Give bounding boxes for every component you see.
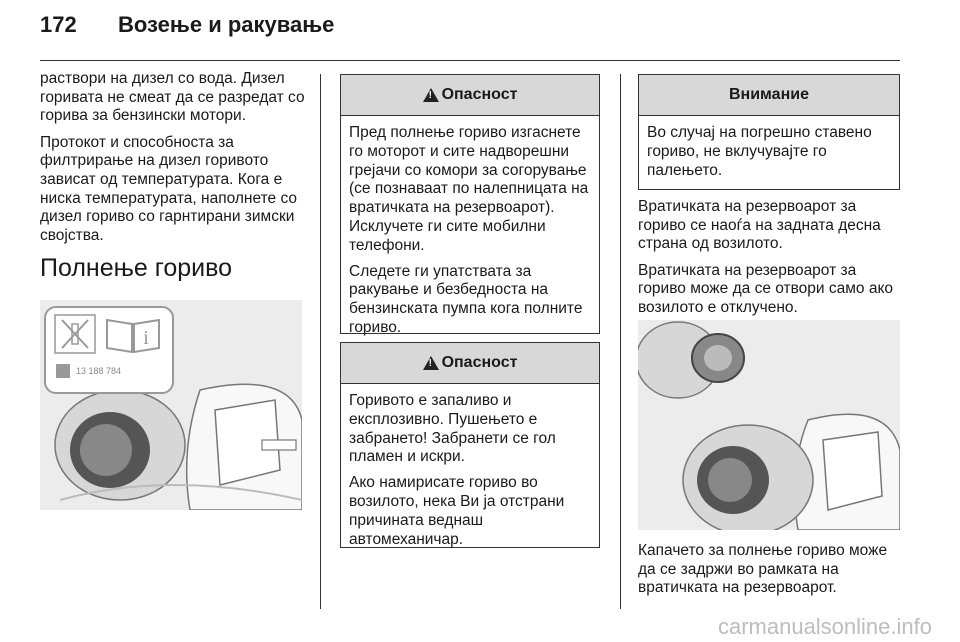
danger-box-1 (340, 74, 600, 334)
watermark: carmanualsonline.info (717, 614, 932, 639)
no-diesel-icon (54, 314, 96, 354)
danger-box-2-header (341, 343, 599, 384)
danger-box-2-text-1: Горивото е запаливо и експлозивно. Пушењето е забрането! Забранети се гол пламен и искри. (349, 392, 556, 466)
danger-box-2-text-2: Ако намирисате гориво во возилото, нека Ви ја отстрани причината веднаш автомеханичар. (349, 474, 565, 548)
fuel-flap-label-illustration (40, 300, 302, 510)
page-title: Возење и ракување (118, 12, 335, 37)
gm-logo-icon (56, 364, 70, 378)
warning-triangle-icon (423, 356, 439, 370)
label-part-number: 13 188 784 (76, 366, 122, 376)
danger-box-2-title: Опасност (441, 354, 518, 371)
column-3-text (638, 198, 902, 326)
danger-box-1-header (341, 75, 599, 116)
paragraph-flap-unlock: Вратичката на резервоарот за гориво може да се отвори само ако возилото е отклучено. (638, 261, 894, 316)
danger-box-1-title: Опасност (441, 86, 518, 103)
paragraph-cap-holder: Капачето за полнење гориво може да се задржи во рамката на вратичката на резервоарот. (638, 542, 888, 597)
svg-text:i: i (143, 327, 149, 349)
manual-book-icon (104, 314, 162, 354)
warning-triangle-icon (423, 88, 439, 102)
page-number: 172 (40, 12, 77, 37)
fuel-label-callout (44, 306, 174, 394)
column-1 (40, 70, 308, 283)
danger-box-1-text-1: Пред полнење гориво изгаснете го моторот и сите надворешни грејачи со комори за согорување (се познаваат по налепницата на вратичката на резервоарот). Исклучете ги сите мобилни телефони. (349, 124, 589, 254)
header-rule (40, 60, 900, 61)
paragraph-diesel-mixing: раствори на дизел со вода. Дизел горивата не смеат да се разредат со горива за бензински мотори. (40, 70, 305, 125)
caution-box-text: Во случај на погрешно ставено гориво, не вклучувајте го палењето. (647, 124, 872, 179)
column-3-caption (638, 542, 902, 606)
paragraph-flap-location: Вратичката на резервоарот за гориво се наоѓа на задната десна страна од возилото. (638, 198, 881, 253)
danger-box-2 (340, 342, 600, 548)
section-heading-refuelling: Полнење гориво (40, 254, 233, 283)
caution-box-header: Внимание (639, 75, 899, 116)
fuel-cap-drawing (638, 320, 900, 530)
paragraph-diesel-temperature: Протокот и способноста за филтрирање на дизел горивото зависат од температурата. Кога е ниска температурата, наполнете со дизел гориво со гарнтирани зимски својства. (40, 133, 297, 244)
caution-box (638, 74, 900, 190)
danger-box-1-text-2: Следете ги упатствата за ракување и безбедноста на бензинската пумпа кога полните гориво. (349, 262, 583, 336)
fuel-cap-holder-illustration (638, 320, 900, 530)
column-divider-2 (620, 74, 621, 609)
column-divider-1 (320, 74, 321, 609)
